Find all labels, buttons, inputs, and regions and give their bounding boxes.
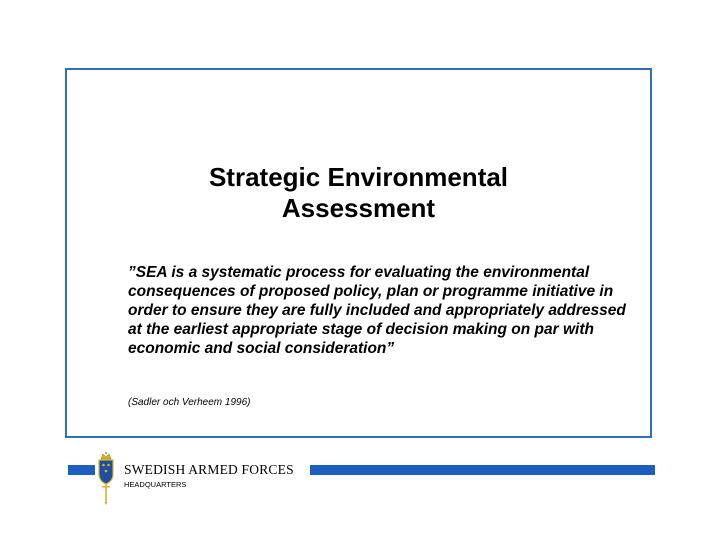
organization-unit: HEADQUARTERS [124,480,187,489]
slide-content-frame [65,68,652,438]
slide-title-line2: Assessment [281,193,436,223]
quote-citation: (Sadler och Verheem 1996) [128,397,251,408]
sea-definition-quote: ”SEA is a systematic process for evaluating the environmental consequences of proposed policy, plan or programme initiative in order to ensure they are fully included and appropriately addressed at the earliest appropriate stage of decision making on par with economic and social consideration” [128,264,626,357]
footer-bar-left [68,465,95,475]
footer-banner [0,450,720,510]
slide-title [67,162,650,224]
footer-bar-right [310,465,655,475]
swedish-armed-forces-emblem-icon [94,450,118,506]
slide-title-line1: Strategic Environmental [208,162,509,192]
organization-name: SWEDISH ARMED FORCES [124,462,294,477]
